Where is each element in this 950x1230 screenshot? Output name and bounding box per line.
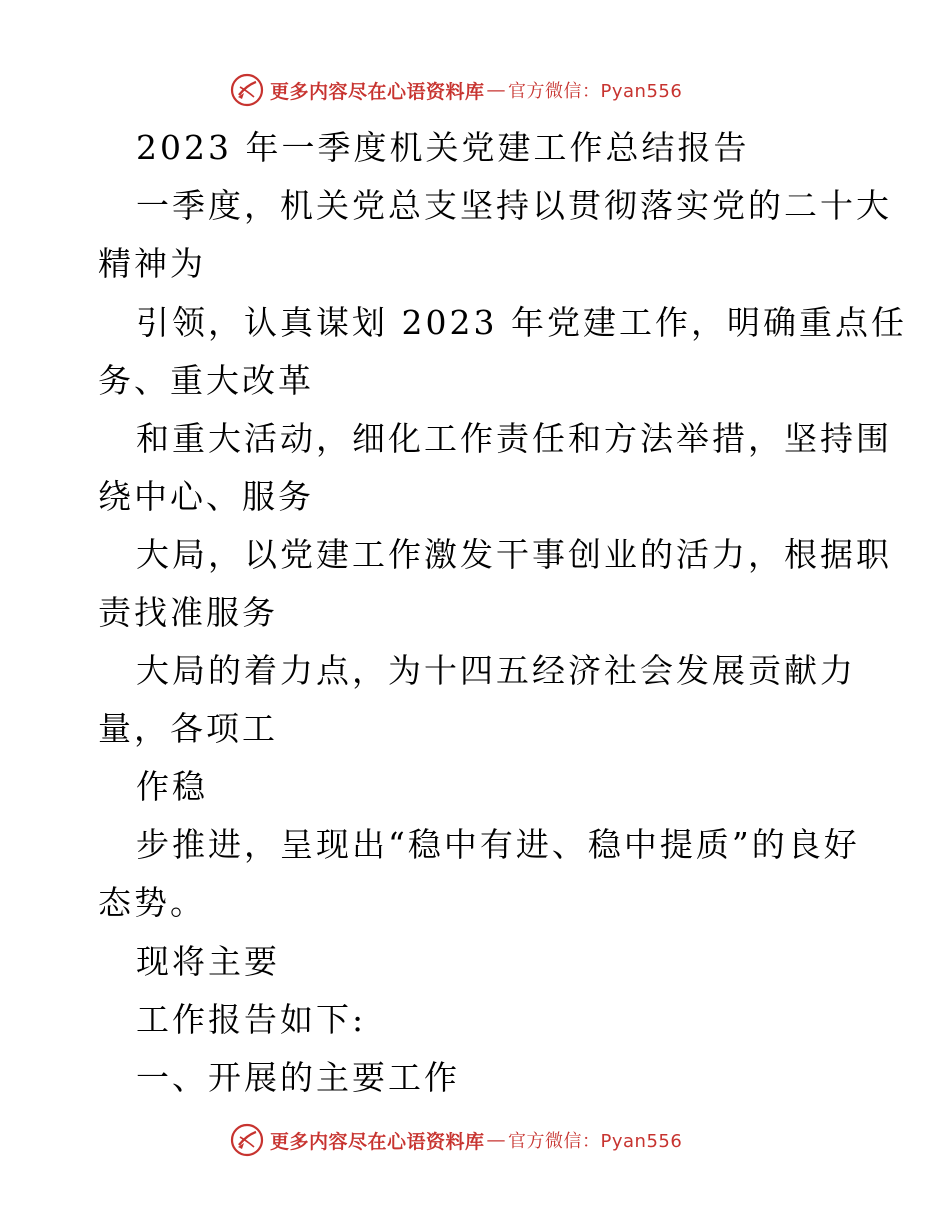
body-line: 和重大活动，细化工作责任和方法举措，坚持围: [136, 419, 892, 458]
body-line: 责找准服务: [98, 593, 278, 632]
watermark-sub-text: 官方微信：Pyan556: [508, 1131, 683, 1152]
body-line: 现将主要: [136, 942, 280, 981]
watermark-dash: —: [486, 1129, 507, 1151]
body-line: 步推进，呈现出“稳中有进、稳中提质”的良好: [136, 825, 860, 864]
body-line: 务、重大改革: [98, 361, 314, 400]
book-pen-logo-icon: [230, 73, 264, 107]
watermark-main-text: 更多内容尽在心语资料库: [270, 80, 485, 103]
document-title: 2023 年一季度机关党建工作总结报告: [136, 128, 750, 167]
body-line: 态势。: [98, 883, 206, 922]
body-line: 精神为: [98, 244, 206, 283]
header-watermark: [230, 70, 750, 110]
body-line: 量，各项工: [98, 709, 278, 748]
watermark-sub-text: 官方微信：Pyan556: [508, 81, 683, 102]
book-pen-logo-icon: [230, 1123, 264, 1157]
watermark-main-text: 更多内容尽在心语资料库: [270, 1130, 485, 1153]
body-line: 大局的着力点，为十四五经济社会发展贡献力: [136, 651, 856, 690]
section-heading: 一、开展的主要工作: [136, 1058, 460, 1097]
footer-watermark: [230, 1120, 750, 1160]
watermark-dash: —: [486, 79, 507, 101]
body-line: 工作报告如下:: [136, 1000, 367, 1039]
body-line: 作稳: [136, 767, 208, 806]
body-line: 绕中心、服务: [98, 477, 314, 516]
body-line: 一季度，机关党总支坚持以贯彻落实党的二十大: [136, 186, 892, 225]
body-line: 引领，认真谋划 2023 年党建工作，明确重点任: [136, 303, 907, 342]
body-line: 大局，以党建工作激发干事创业的活力，根据职: [136, 535, 892, 574]
